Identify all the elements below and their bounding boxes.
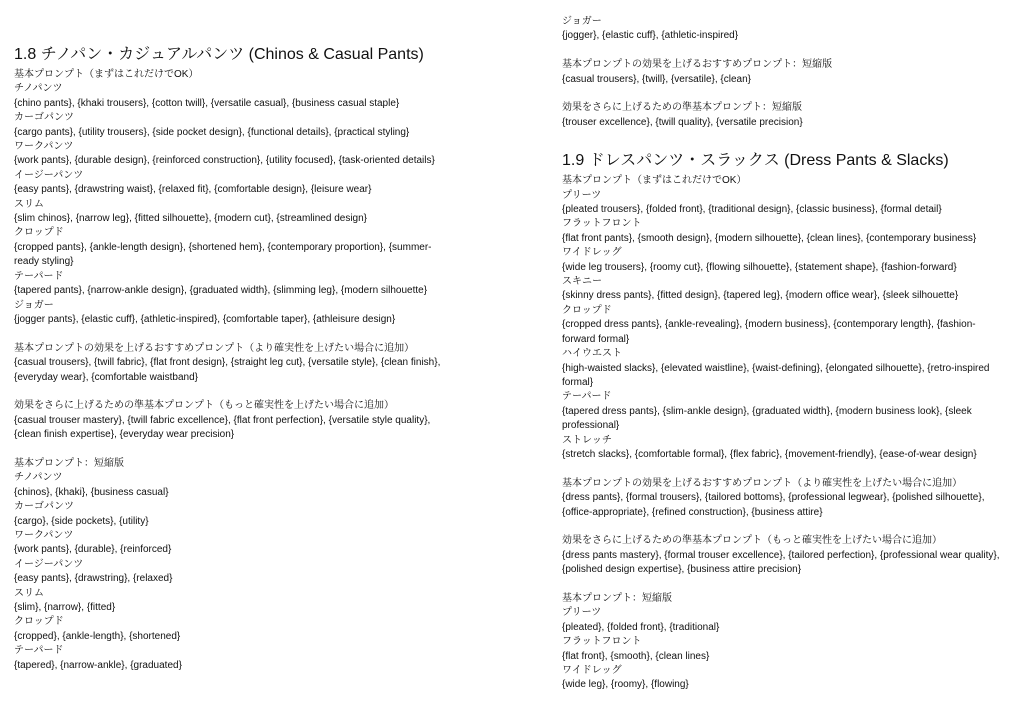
prompt-text: {dress pants mastery}, {formal trouser excellence}, {tailored perfection}, {professional wear quality}, {polished design expertise}, {business attire precision}: [562, 549, 1000, 576]
prompt-label: テーパード: [14, 645, 64, 657]
prompt-label: スリム: [14, 198, 44, 210]
prompt-value: {tapered pants}, {narrow-ankle design}, {graduated width}, {slimming leg}, {modern silhouette}: [14, 285, 428, 297]
prompt-label: フラットフロント: [562, 218, 642, 230]
prompt-label: クロップド: [14, 227, 64, 239]
prompt-value: {easy pants}, {drawstring}, {relaxed}: [14, 573, 173, 585]
prompt-group: [14, 68, 446, 327]
prompt-label: プリーツ: [562, 189, 602, 201]
prompt-group: [562, 174, 1004, 462]
prompt-value: {slim}, {narrow}, {fitted}: [14, 601, 116, 613]
prompt-group: [562, 477, 1004, 520]
prompt-group: [14, 342, 446, 385]
prompt-value: {slim chinos}, {narrow leg}, {fitted silhouette}, {modern cut}, {streamlined design}: [14, 213, 367, 225]
prompt-label: プリーツ: [562, 607, 602, 619]
prompt-group: [562, 534, 1004, 577]
prompt-label: ジョガー: [562, 16, 602, 27]
prompt-label: イージーパンツ: [14, 558, 84, 570]
prompt-text: {trouser excellence}, {twill quality}, {versatile precision}: [562, 116, 803, 128]
prompt-group: [562, 58, 1004, 87]
prompt-value: {cargo pants}, {utility trousers}, {side pocket design}, {functional details}, {practical styling}: [14, 126, 410, 138]
prompt-label: テーパード: [562, 391, 612, 403]
prompt-value: {skinny dress pants}, {fitted design}, {tapered leg}, {modern office wear}, {sleek silhouette}: [562, 290, 959, 302]
group-heading: 効果をさらに上げるための準基本プロンプト（もっと確実性を上げたい場合に追加）: [14, 400, 394, 412]
prompt-value: {cropped dress pants}, {ankle-revealing}, {modern business}, {contemporary length}, {fashion-forward formal}: [562, 319, 976, 345]
prompt-text: {casual trouser mastery}, {twill fabric excellence}, {flat front perfection}, {versatile style quality}, {clean finish expertise}, {everyday wear precision}: [14, 414, 431, 441]
prompt-value: {pleated}, {folded front}, {traditional}: [562, 621, 720, 633]
prompt-value: {cargo}, {side pockets}, {utility}: [14, 515, 149, 527]
prompt-label: クロップド: [14, 616, 64, 628]
right-column: [562, 15, 1004, 707]
prompt-label: スリム: [14, 587, 44, 599]
group-heading: 効果をさらに上げるための準基本プロンプト（もっと確実性を上げたい場合に追加）: [562, 535, 942, 547]
prompt-group: [14, 399, 446, 442]
prompt-text: {casual trousers}, {twill}, {versatile}, {clean}: [562, 73, 752, 85]
prompt-label: クロップド: [562, 304, 612, 316]
group-heading: 基本プロンプト：短縮版: [562, 592, 672, 604]
group-heading: 基本プロンプトの効果を上げるおすすめプロンプト（より確実性を上げたい場合に追加）: [14, 342, 415, 354]
prompt-value: {cropped}, {ankle-length}, {shortened}: [14, 630, 181, 642]
section-title: 1.8 チノパン・カジュアルパンツ (Chinos & Casual Pants): [14, 46, 424, 63]
prompt-label: ハイウエスト: [562, 348, 622, 360]
prompt-label: ワイドレッグ: [562, 664, 622, 676]
prompt-label: チノパンツ: [14, 472, 63, 484]
prompt-group: [562, 15, 1004, 44]
prompt-value: {jogger pants}, {elastic cuff}, {athletic-inspired}, {comfortable taper}, {athleisure design}: [14, 313, 396, 325]
prompt-value: {flat front}, {smooth}, {clean lines}: [562, 650, 710, 662]
prompt-label: ワークパンツ: [14, 529, 74, 541]
prompt-group: [562, 101, 1004, 130]
prompt-group: [562, 592, 1004, 693]
prompt-label: ジョガー: [14, 299, 54, 311]
prompt-label: カーゴパンツ: [14, 501, 74, 513]
group-heading: 基本プロンプト：短縮版: [14, 457, 124, 469]
prompt-label: テーパード: [14, 270, 64, 282]
prompt-value: {work pants}, {durable design}, {reinforced construction}, {utility focused}, {task-oriented details}: [14, 155, 435, 167]
prompt-label: イージーパンツ: [14, 169, 84, 181]
group-heading: 基本プロンプトの効果を上げるおすすめプロンプト（より確実性を上げたい場合に追加）: [562, 477, 963, 489]
prompt-group: [14, 457, 446, 673]
prompt-value: {wide leg trousers}, {roomy cut}, {flowing silhouette}, {statement shape}, {fashion-forward}: [562, 261, 957, 273]
prompt-label: フラットフロント: [562, 636, 642, 648]
prompt-label: チノパンツ: [14, 83, 63, 95]
prompt-value: {high-waisted slacks}, {elevated waistline}, {waist-defining}, {elongated silhouette}, {retro-inspired formal}: [562, 362, 990, 388]
prompt-label: ワイドレッグ: [562, 247, 622, 259]
prompt-value: {flat front pants}, {smooth design}, {modern silhouette}, {clean lines}, {contemporary business}: [562, 232, 977, 244]
prompt-value: {tapered}, {narrow-ankle}, {graduated}: [14, 659, 182, 671]
prompt-value: {easy pants}, {drawstring waist}, {relaxed fit}, {comfortable design}, {leisure wear}: [14, 184, 372, 196]
prompt-value: {tapered dress pants}, {slim-ankle design}, {graduated width}, {modern business look}, {sleek professional}: [562, 405, 972, 432]
prompt-label: ストレッチ: [562, 434, 612, 446]
prompt-value: {jogger}, {elastic cuff}, {athletic-inspired}: [562, 30, 739, 42]
left-column: [14, 42, 446, 687]
group-heading: 基本プロンプト（まずはこれだけでOK）: [14, 69, 199, 80]
prompt-text: {casual trousers}, {twill fabric}, {flat front design}, {straight leg cut}, {versatile style}, {clean finish}, {everyday wear}, {comfortable waistband}: [14, 357, 441, 383]
prompt-label: カーゴパンツ: [14, 112, 74, 124]
prompt-label: スキニー: [562, 276, 602, 288]
prompt-value: {work pants}, {durable}, {reinforced}: [14, 544, 172, 556]
group-heading: 基本プロンプトの効果を上げるおすすめプロンプト：短縮版: [562, 59, 833, 71]
prompt-value: {chino pants}, {khaki trousers}, {cotton twill}, {versatile casual}, {business casual staple}: [14, 97, 400, 109]
prompt-label: ワークパンツ: [14, 141, 74, 153]
prompt-value: {wide leg}, {roomy}, {flowing}: [562, 679, 689, 691]
prompt-text: {dress pants}, {formal trousers}, {tailored bottoms}, {professional legwear}, {polished silhouette}, {office-appropriate}, {refined construction}, {business attire}: [562, 492, 985, 518]
prompt-value: {pleated trousers}, {folded front}, {traditional design}, {classic business}, {formal detail}: [562, 204, 942, 216]
group-heading: 基本プロンプト（まずはこれだけでOK）: [562, 175, 747, 187]
prompt-value: {stretch slacks}, {comfortable formal}, {flex fabric}, {movement-friendly}, {ease-of-wear design}: [562, 448, 977, 460]
prompt-value: {cropped pants}, {ankle-length design}, {shortened hem}, {contemporary proportion}, {summer-ready styling}: [14, 241, 432, 268]
prompt-value: {chinos}, {khaki}, {business casual}: [14, 486, 169, 498]
group-heading: 効果をさらに上げるための準基本プロンプト：短縮版: [562, 102, 802, 114]
section-title: 1.9 ドレスパンツ・スラックス (Dress Pants & Slacks): [562, 152, 949, 170]
